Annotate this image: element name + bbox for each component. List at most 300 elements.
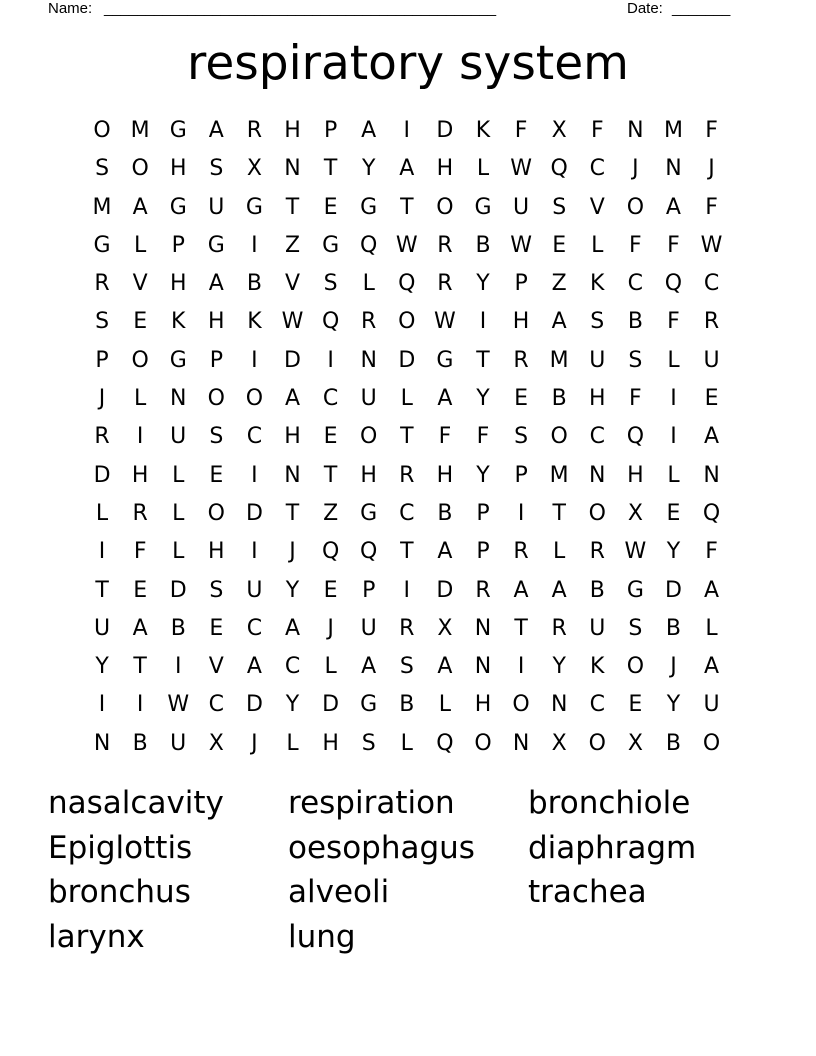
grid-letter: I	[670, 386, 677, 412]
grid-letter: Y	[666, 692, 681, 718]
grid-letter: A	[704, 577, 720, 603]
grid-letter: G	[169, 194, 187, 220]
name-label: Name:	[48, 0, 93, 17]
grid-letter: Q	[321, 309, 340, 335]
grid-letter: S	[209, 424, 224, 450]
grid-letter: H	[512, 309, 530, 335]
grid-letter: O	[702, 730, 721, 756]
grid-letter: O	[436, 194, 454, 220]
grid-letter: X	[246, 156, 262, 182]
grid-letter: L	[362, 271, 375, 297]
grid-letter: A	[551, 309, 567, 335]
grid-letter: N	[360, 347, 377, 373]
grid-letter: C	[589, 424, 605, 450]
grid-letter: Q	[550, 156, 568, 182]
grid-letter: B	[399, 692, 415, 718]
grid-letter: F	[590, 118, 604, 143]
grid-letter: F	[133, 539, 147, 565]
date-blank: _______	[672, 0, 731, 17]
grid-letter: A	[284, 386, 301, 412]
grid-letter: B	[246, 271, 262, 297]
grid-letter: L	[438, 692, 452, 718]
grid-letter: S	[552, 194, 567, 220]
grid-letter: L	[286, 730, 299, 756]
word-list	[48, 782, 768, 961]
grid-letter: A	[208, 271, 224, 297]
word-list-item: nasalcavity	[48, 785, 224, 821]
grid-letter: O	[588, 500, 606, 526]
grid-letter: U	[360, 386, 377, 412]
grid-letter: X	[627, 730, 643, 756]
grid-letter: Q	[321, 539, 340, 565]
page-title: respiratory system	[187, 36, 629, 91]
grid-letter: G	[626, 577, 644, 603]
grid-letter: R	[513, 347, 529, 373]
grid-letter: F	[438, 424, 452, 450]
grid-letter: A	[437, 654, 453, 680]
word-list-item: diaphragm	[528, 829, 697, 866]
grid-letter: I	[136, 692, 144, 718]
grid-letter: F	[667, 232, 680, 258]
grid-letter: G	[93, 232, 111, 258]
grid-letter: M	[549, 347, 569, 373]
grid-letter: V	[208, 654, 224, 680]
grid-letter: C	[284, 654, 301, 680]
grid-letter: Q	[702, 500, 721, 526]
grid-letter: S	[590, 309, 605, 335]
grid-letter: X	[208, 730, 224, 756]
letter-grid	[83, 112, 731, 763]
grid-letter: N	[284, 156, 301, 182]
word-list-item: trachea	[528, 874, 647, 911]
grid-letter: Q	[626, 424, 645, 450]
grid-letter: P	[514, 462, 528, 488]
grid-letter: E	[704, 386, 719, 412]
grid-letter: J	[289, 539, 296, 565]
grid-letter: B	[437, 500, 453, 526]
grid-letter: T	[400, 539, 414, 565]
grid-letter: W	[281, 309, 304, 335]
grid-letter: I	[98, 539, 106, 565]
grid-letter: I	[251, 347, 258, 373]
grid-letter: D	[284, 347, 301, 373]
grid-letter: C	[627, 271, 644, 297]
grid-letter: A	[551, 577, 567, 603]
grid-letter: Q	[664, 271, 683, 297]
grid-letter: H	[284, 118, 301, 143]
grid-letter: I	[98, 692, 106, 718]
grid-letter: L	[324, 654, 337, 680]
grid-letter: A	[208, 118, 224, 143]
grid-letter: E	[323, 577, 338, 603]
grid-letter: I	[174, 654, 182, 680]
grid-letter: Y	[285, 692, 300, 718]
grid-letter: D	[398, 347, 416, 373]
grid-letter: J	[670, 654, 677, 680]
grid-letter: F	[514, 118, 528, 143]
grid-letter: L	[134, 232, 147, 258]
grid-letter: N	[665, 156, 682, 182]
grid-letter: T	[133, 654, 147, 680]
grid-letter: W	[434, 309, 456, 335]
grid-letter: L	[172, 539, 185, 565]
grid-letter: G	[169, 347, 187, 373]
grid-letter: T	[95, 577, 109, 603]
grid-letter: I	[403, 577, 411, 603]
grid-letter: G	[245, 194, 263, 220]
grid-letter: E	[628, 692, 643, 718]
grid-letter: B	[665, 730, 681, 756]
word-list-item: alveoli	[288, 874, 390, 911]
header-line	[48, 0, 748, 20]
grid-letter: A	[704, 654, 720, 680]
grid-letter: L	[400, 730, 413, 756]
grid-letter: B	[589, 577, 605, 603]
grid-letter: O	[550, 424, 568, 450]
grid-letter: Z	[284, 232, 301, 258]
grid-letter: T	[323, 462, 338, 488]
grid-letter: W	[700, 232, 723, 258]
grid-letter: Q	[436, 730, 454, 756]
grid-letter: C	[589, 692, 605, 718]
grid-letter: R	[589, 539, 605, 565]
grid-letter: R	[475, 577, 491, 603]
grid-letter: S	[95, 309, 110, 335]
grid-letter: P	[95, 347, 109, 373]
grid-letter: I	[251, 539, 258, 565]
grid-letter: C	[322, 386, 339, 412]
grid-letter: W	[510, 232, 532, 258]
grid-letter: O	[626, 654, 645, 680]
grid-letter: K	[590, 654, 605, 680]
grid-letter: U	[360, 615, 377, 641]
grid-letter: O	[207, 500, 225, 526]
grid-letter: F	[667, 309, 680, 335]
word-list-item: Epiglottis	[48, 829, 193, 866]
grid-letter: A	[246, 654, 262, 680]
grid-letter: D	[664, 577, 682, 603]
grid-letter: R	[94, 424, 110, 450]
grid-letter: P	[476, 500, 490, 526]
grid-letter: S	[514, 424, 529, 450]
grid-letter: R	[132, 500, 148, 526]
grid-letter: V	[284, 271, 301, 297]
grid-letter: Y	[552, 654, 566, 680]
grid-letter: D	[245, 692, 263, 718]
grid-letter: X	[551, 118, 567, 143]
grid-letter: M	[130, 118, 150, 143]
grid-letter: H	[208, 539, 225, 565]
grid-letter: O	[131, 347, 149, 373]
grid-letter: F	[629, 232, 642, 258]
grid-letter: S	[361, 730, 376, 756]
grid-letter: Z	[323, 500, 339, 526]
grid-letter: S	[399, 654, 414, 680]
grid-letter: H	[131, 462, 149, 488]
grid-letter: O	[626, 194, 645, 220]
grid-letter: P	[362, 577, 376, 603]
grid-letter: X	[627, 500, 643, 526]
grid-letter: N	[550, 692, 568, 718]
grid-letter: P	[476, 539, 490, 565]
grid-letter: R	[246, 118, 263, 143]
grid-letter: A	[284, 615, 301, 641]
grid-letter: T	[400, 194, 414, 220]
grid-letter: U	[170, 424, 187, 450]
grid-letter: H	[360, 462, 377, 488]
grid-letter: N	[284, 462, 301, 488]
grid-letter: V	[132, 271, 148, 297]
grid-letter: L	[172, 500, 185, 526]
grid-letter: A	[361, 654, 377, 680]
grid-letter: I	[403, 118, 411, 143]
grid-letter: E	[133, 577, 148, 603]
grid-letter: G	[360, 692, 378, 718]
grid-letter: M	[549, 462, 569, 488]
word-list-item: bronchiole	[528, 785, 691, 821]
grid-letter: O	[245, 386, 264, 412]
grid-letter: G	[360, 194, 378, 220]
grid-letter: P	[323, 118, 338, 143]
grid-letter: L	[476, 156, 490, 182]
grid-letter: F	[476, 424, 490, 450]
grid-letter: S	[628, 615, 643, 641]
grid-letter: D	[322, 692, 340, 718]
grid-letter: E	[323, 424, 338, 450]
grid-letter: C	[703, 271, 720, 297]
grid-letter: R	[513, 539, 529, 565]
grid-letter: A	[437, 539, 453, 565]
grid-letter: R	[361, 309, 377, 335]
grid-letter: L	[172, 462, 185, 488]
grid-letter: Y	[666, 539, 681, 565]
grid-letter: C	[589, 156, 605, 182]
date-label: Date:	[627, 0, 663, 17]
grid-letter: T	[476, 347, 490, 373]
grid-letter: B	[665, 615, 681, 641]
grid-letter: N	[703, 462, 720, 488]
grid-letter: D	[436, 577, 454, 603]
grid-letter: B	[132, 730, 148, 756]
name-blank: _______________________________________________	[104, 0, 497, 17]
grid-letter: R	[94, 271, 110, 297]
word-list-item: bronchus	[48, 874, 191, 911]
grid-letter: C	[399, 500, 415, 526]
grid-letter: H	[627, 462, 644, 488]
grid-letter: C	[246, 424, 263, 450]
grid-letter: L	[134, 386, 147, 412]
grid-letter: F	[705, 194, 718, 220]
grid-letter: Y	[285, 577, 300, 603]
grid-letter: R	[399, 462, 415, 488]
grid-letter: P	[209, 347, 223, 373]
grid-letter: O	[398, 309, 416, 335]
grid-letter: H	[436, 156, 454, 182]
grid-letter: S	[209, 156, 224, 182]
grid-letter: R	[437, 232, 453, 258]
grid-letter: W	[167, 692, 190, 718]
grid-letter: U	[93, 615, 111, 641]
grid-letter: I	[670, 424, 677, 450]
grid-letter: O	[360, 424, 378, 450]
grid-letter: A	[665, 194, 681, 220]
grid-letter: J	[632, 156, 639, 182]
grid-letter: S	[628, 347, 643, 373]
grid-letter: A	[399, 156, 415, 182]
grid-letter: U	[589, 615, 606, 641]
grid-letter: L	[705, 615, 718, 641]
grid-letter: R	[399, 615, 415, 641]
grid-letter: T	[552, 500, 566, 526]
grid-letter: F	[705, 118, 718, 143]
grid-letter: S	[209, 577, 224, 603]
grid-letter: B	[475, 232, 491, 258]
grid-letter: A	[437, 386, 453, 412]
grid-letter: I	[251, 232, 258, 258]
grid-letter: H	[322, 730, 339, 756]
word-list-item: respiration	[288, 785, 455, 821]
grid-letter: M	[663, 118, 683, 143]
grid-letter: K	[475, 118, 491, 143]
grid-letter: Q	[360, 232, 378, 258]
grid-letter: S	[323, 271, 338, 297]
grid-letter: G	[169, 118, 187, 143]
grid-letter: F	[629, 386, 642, 412]
grid-letter: M	[92, 194, 112, 220]
grid-letter: H	[436, 462, 454, 488]
grid-letter: Q	[360, 539, 378, 565]
grid-letter: W	[510, 156, 532, 182]
grid-letter: E	[552, 232, 567, 258]
grid-letter: R	[437, 271, 453, 297]
grid-letter: H	[208, 309, 225, 335]
grid-letter: W	[395, 232, 418, 258]
grid-letter: K	[590, 271, 605, 297]
grid-letter: E	[514, 386, 529, 412]
grid-letter: K	[171, 309, 186, 335]
grid-letter: A	[513, 577, 529, 603]
grid-letter: P	[514, 271, 528, 297]
grid-letter: I	[479, 309, 487, 335]
grid-letter: O	[512, 692, 530, 718]
grid-letter: L	[591, 232, 604, 258]
grid-letter: T	[400, 424, 414, 450]
grid-letter: E	[666, 500, 681, 526]
grid-letter: N	[512, 730, 530, 756]
grid-letter: G	[207, 232, 225, 258]
grid-letter: Y	[95, 654, 109, 680]
grid-letter: N	[170, 386, 187, 412]
grid-letter: U	[513, 194, 530, 220]
grid-letter: I	[251, 462, 258, 488]
grid-letter: J	[251, 730, 258, 756]
grid-letter: X	[437, 615, 453, 641]
grid-letter: D	[169, 577, 187, 603]
grid-letter: W	[624, 539, 647, 565]
grid-letter: U	[208, 194, 225, 220]
grid-letter: J	[327, 615, 334, 641]
grid-letter: U	[703, 692, 720, 718]
grid-letter: S	[95, 156, 110, 182]
grid-letter: L	[95, 500, 109, 526]
grid-letter: O	[131, 156, 149, 182]
grid-letter: G	[322, 232, 340, 258]
grid-letter: N	[93, 730, 111, 756]
grid-letter: U	[170, 730, 187, 756]
word-list-item: larynx	[48, 919, 145, 956]
grid-letter: L	[667, 462, 680, 488]
grid-letter: D	[93, 462, 111, 488]
grid-letter: A	[361, 118, 377, 143]
grid-letter: T	[514, 615, 528, 641]
grid-letter: O	[207, 386, 225, 412]
grid-letter: V	[589, 194, 605, 220]
grid-letter: Z	[551, 271, 567, 297]
grid-letter: N	[474, 654, 492, 680]
grid-letter: K	[247, 309, 262, 335]
grid-letter: A	[132, 194, 148, 220]
grid-letter: O	[474, 730, 492, 756]
grid-letter: R	[551, 615, 567, 641]
grid-letter: B	[170, 615, 186, 641]
grid-letter: J	[98, 386, 106, 412]
grid-letter: N	[627, 118, 644, 143]
word-list-item: oesophagus	[288, 829, 475, 866]
grid-letter: E	[133, 309, 148, 335]
grid-letter: Y	[361, 156, 376, 182]
grid-letter: D	[245, 500, 263, 526]
grid-letter: L	[400, 386, 413, 412]
grid-letter: Y	[476, 271, 490, 297]
grid-letter: H	[284, 424, 301, 450]
grid-letter: C	[246, 615, 263, 641]
grid-letter: T	[285, 194, 300, 220]
grid-letter: Y	[476, 462, 490, 488]
grid-letter: Q	[398, 271, 416, 297]
grid-letter: G	[474, 194, 492, 220]
grid-letter: B	[627, 309, 643, 335]
grid-letter: E	[209, 615, 224, 641]
grid-letter: H	[169, 156, 187, 182]
grid-letter: D	[436, 118, 454, 143]
grid-letter: L	[667, 347, 680, 373]
grid-letter: O	[588, 730, 606, 756]
grid-letter: O	[93, 118, 111, 143]
grid-letter: T	[323, 156, 338, 182]
grid-letter: I	[517, 654, 525, 680]
grid-letter: U	[703, 347, 720, 373]
word-list-item: lung	[288, 919, 356, 956]
grid-letter: H	[474, 692, 492, 718]
grid-letter: Y	[476, 386, 490, 412]
grid-letter: I	[136, 424, 144, 450]
grid-letter: F	[705, 539, 718, 565]
grid-letter: A	[704, 424, 720, 450]
grid-letter: G	[436, 347, 454, 373]
grid-letter: A	[132, 615, 148, 641]
grid-letter: E	[209, 462, 224, 488]
grid-letter: J	[708, 156, 715, 182]
grid-letter: B	[551, 386, 567, 412]
grid-letter: U	[246, 577, 263, 603]
grid-letter: R	[703, 309, 720, 335]
grid-letter: N	[589, 462, 606, 488]
grid-letter: E	[323, 194, 338, 220]
grid-letter: H	[169, 271, 187, 297]
grid-letter: G	[360, 500, 378, 526]
grid-letter: N	[474, 615, 492, 641]
grid-letter: X	[551, 730, 567, 756]
